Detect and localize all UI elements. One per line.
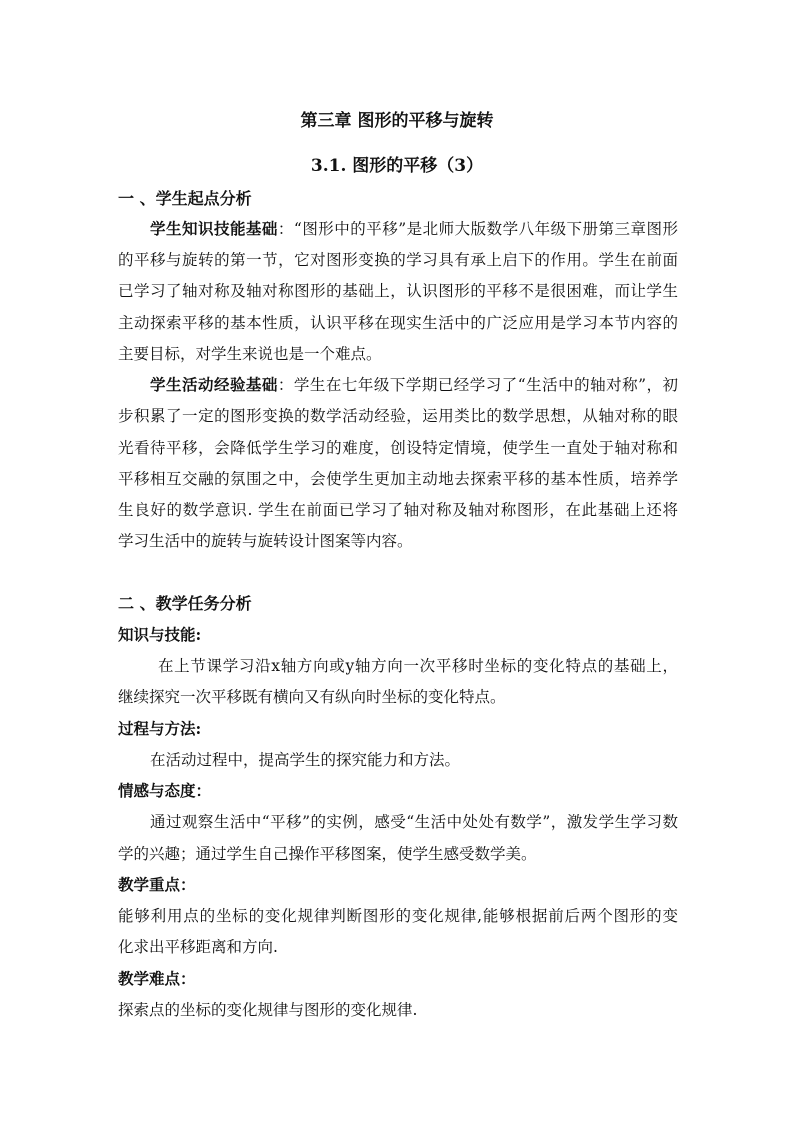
p2-label: 学生活动经验基础 bbox=[150, 375, 278, 394]
section-title: 3.1. 图形的平移（3） bbox=[310, 156, 484, 176]
key-line2: 化求出平移距离和方向. bbox=[118, 938, 278, 956]
emotion-label: 情感与态度： bbox=[118, 781, 212, 800]
difficulty-label: 教学难点： bbox=[118, 969, 196, 988]
part1-p1-line2: 的平移与旋转的第一节，它对图形变换的学习具有承上启下的作用。学生在前面 bbox=[118, 251, 678, 269]
part1-p1-line1: 学生知识技能基础：“图形中的平移”是北师大版数学八年级下册第三章图形 bbox=[150, 219, 678, 238]
key-label: 教学重点： bbox=[118, 875, 196, 894]
chapter-title: 第三章 图形的平移与旋转 bbox=[300, 111, 494, 131]
process-line: 在活动过程中，提高学生的探究能力和方法。 bbox=[150, 751, 461, 769]
part1-p2-line1: 学生活动经验基础：学生在七年级下学期已经学习了“生活中的轴对称”，初 bbox=[150, 375, 678, 394]
difficulty-line: 探索点的坐标的变化规律与图形的变化规律. bbox=[118, 1001, 418, 1019]
part1-p2-line3: 光看待平移，会降低学生学习的难度，创设特定情境，使学生一直处于轴对称和 bbox=[118, 439, 678, 457]
part1-heading: 一 、学生起点分析 bbox=[118, 189, 252, 208]
part1-p2-line5: 生良好的数学意识. 学生在前面已学习了轴对称及轴对称图形，在此基础上还将 bbox=[118, 501, 678, 519]
part1-p1-line5: 主要目标，对学生来说也是一个难点。 bbox=[118, 345, 382, 363]
emotion-line1: 通过观察生活中“平移”的实例，感受“生活中处处有数学”，激发学生学习数 bbox=[150, 813, 678, 831]
p1-label: 学生知识技能基础 bbox=[150, 219, 278, 238]
emotion-line2: 学的兴趣；通过学生自己操作平移图案，使学生感受数学美。 bbox=[118, 845, 537, 863]
part1-p2-line2: 步积累了一定的图形变换的数学活动经验，运用类比的数学思想，从轴对称的眼 bbox=[118, 407, 678, 425]
process-label: 过程与方法: bbox=[118, 719, 202, 738]
part1-p2-line4: 平移相互交融的氛围之中，会使学生更加主动地去探索平移的基本性质，培养学 bbox=[118, 470, 678, 488]
part1-p1-line4: 主动探索平移的基本性质，认识平移在现实生活中的广泛应用是学习本节内容的 bbox=[118, 314, 678, 332]
knowledge-label: 知识与技能: bbox=[118, 625, 202, 644]
part1-p2-line6: 学习生活中的旋转与旋转设计图案等内容。 bbox=[118, 532, 413, 550]
knowledge-line1: 在上节课学习沿x轴方向或y轴方向一次平移时坐标的变化特点的基础上， bbox=[158, 657, 678, 675]
part2-heading: 二 、教学任务分析 bbox=[118, 594, 252, 613]
part1-p1-line3: 已学习了轴对称及轴对称图形的基础上，认识图形的平移不是很困难，而让学生 bbox=[118, 282, 678, 300]
knowledge-line2: 继续探究一次平移既有横向又有纵向时坐标的变化特点。 bbox=[118, 688, 506, 706]
key-line1: 能够利用点的坐标的变化规律判断图形的变化规律,能够根据前后两个图形的变 bbox=[118, 907, 678, 925]
